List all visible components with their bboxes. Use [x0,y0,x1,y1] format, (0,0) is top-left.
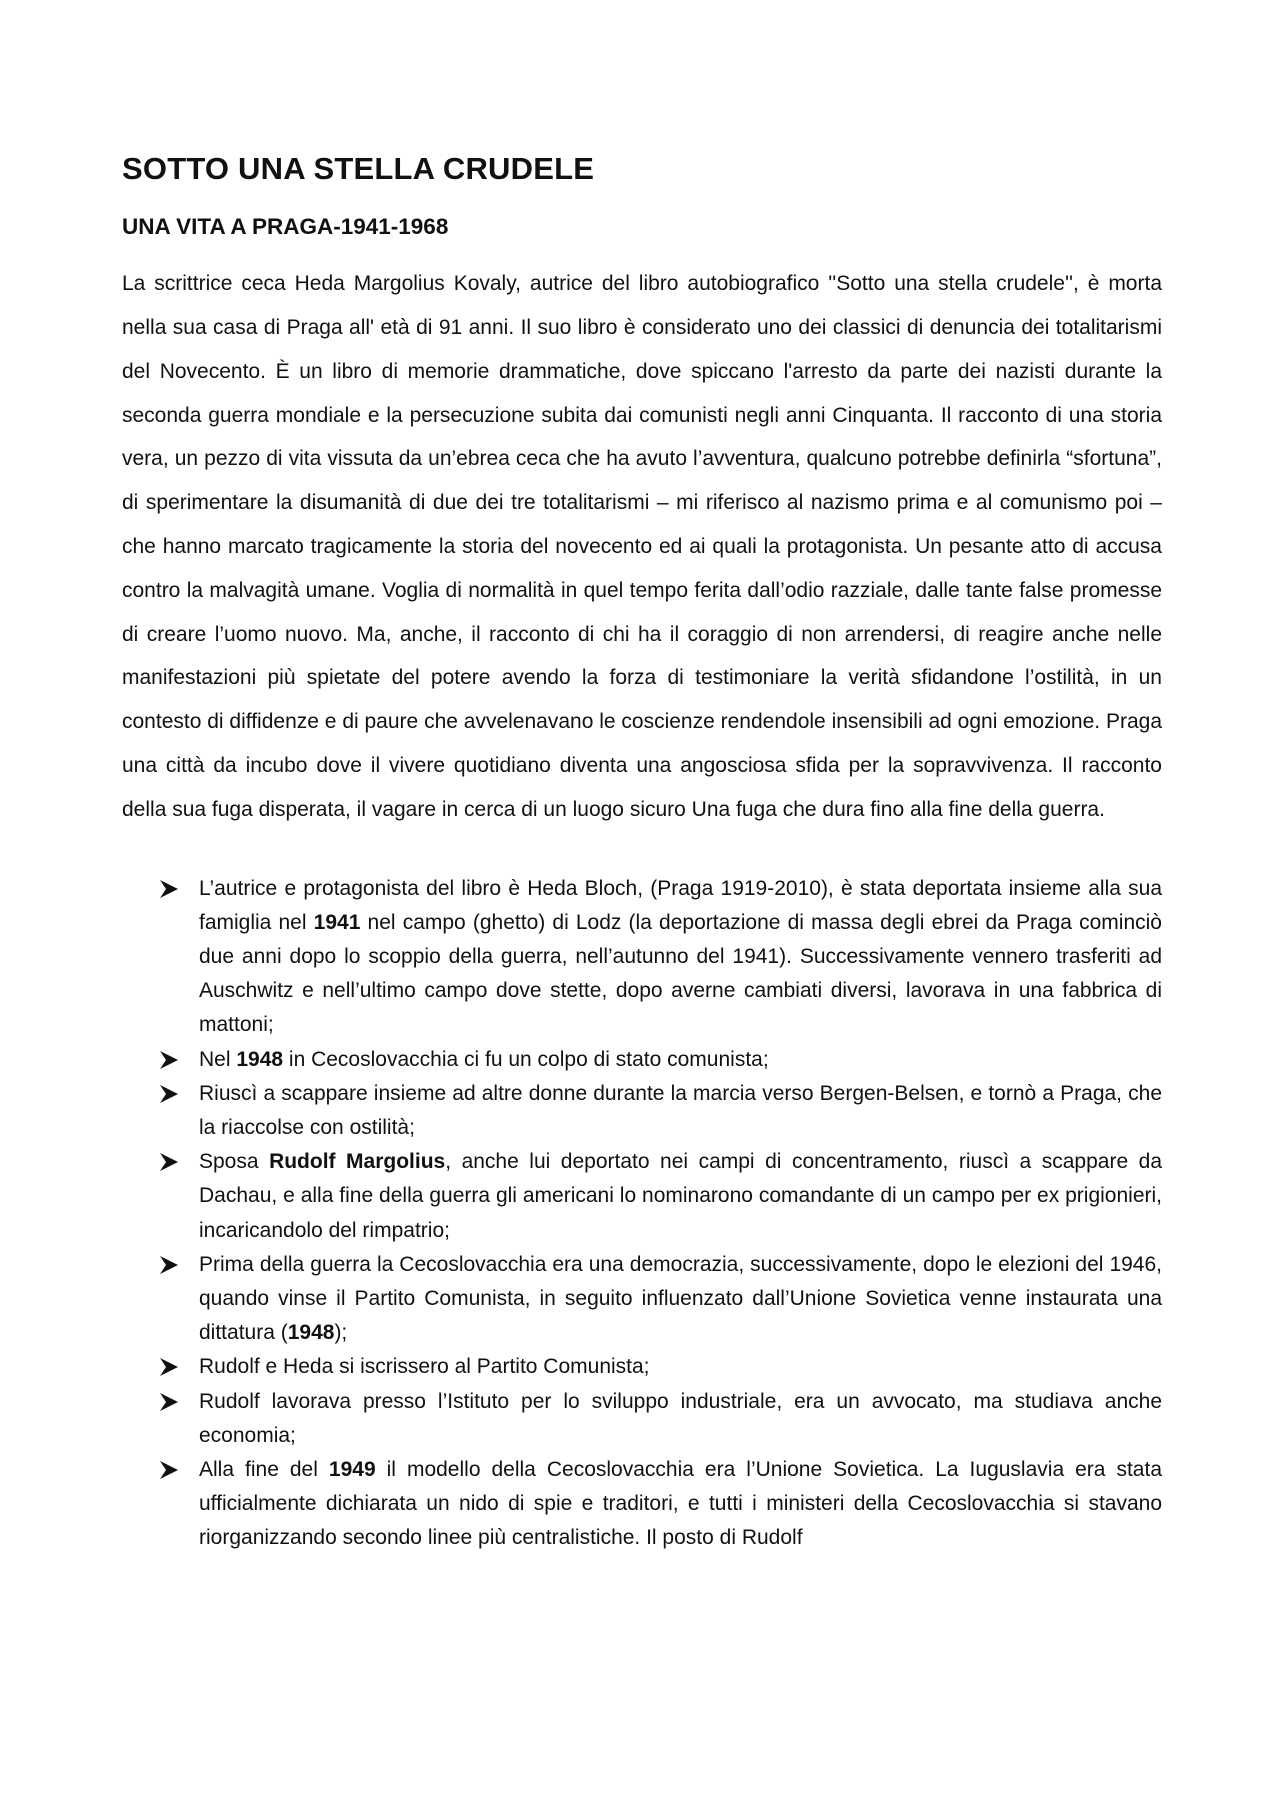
bullet-bold-text: 1948 [236,1047,284,1071]
bullet-text: Sposa Rudolf Margolius, anche lui deportato nei campi di concentramento, riuscì a scappare da Dachau, e alla fine della guerra gli americani lo nominarono comandante di un campo per ex prigionieri, incaricandolo del rimpatrio; [199,1150,1162,1242]
bullet-item [122,1043,1162,1077]
document-title: SOTTO UNA STELLA CRUDELE [122,151,595,186]
document-page [122,150,1162,1556]
bullet-item [122,872,1162,1043]
arrow-bullet-icon [158,1453,184,1487]
bullet-text: L’autrice e protagonista del libro è Heda Bloch, (Praga 1919-2010), è stata deportata insieme alla sua famiglia nel 1941 nel campo (ghetto) di Lodz (la deportazione di massa degli ebrei da Praga cominciò due anni dopo lo scoppio della guerra, nell’autunno del 1941). Successivamente vennero trasferiti ad Auschwitz e nell’ultimo campo dove stette, dopo averne cambiati diversi, lavorava in una fabbrica di mattoni; [199,876,1162,1037]
arrow-bullet-icon [158,1385,184,1419]
bullet-item [122,1453,1162,1556]
arrow-bullet-icon [158,1043,184,1077]
bullet-bold-text: Rudolf Margolius [269,1150,446,1174]
arrow-bullet-icon [158,1248,184,1282]
bullet-item [122,1077,1162,1145]
bullet-text: Prima della guerra la Cecoslovacchia era una democrazia, successivamente, dopo le elezioni del 1946, quando vinse il Partito Comunista, in seguito influenzato dall’Unione Sovietica venne instaurata una dittatura (1948); [199,1252,1162,1345]
arrow-bullet-icon [158,1350,184,1384]
bullet-text: Riuscì a scappare insieme ad altre donne durante la marcia verso Bergen-Belsen, e tornò a Praga, che la riaccolse con ostilità; [199,1081,1162,1139]
document-subtitle: UNA VITA A PRAGA-1941-1968 [122,214,449,240]
intro-paragraph: La scrittrice ceca Heda Margolius Kovaly, autrice del libro autobiografico ''Sotto una stella crudele'', è morta nella sua casa di Praga all' età di 91 anni. Il suo libro è considerato uno dei classici di denuncia dei totalitarismi del Novecento. È un libro di memorie drammatiche, dove spiccano l'arresto da parte dei nazisti durante la seconda guerra mondiale e la persecuzione subita dai comunisti negli anni Cinquanta. Il racconto di una storia vera, un pezzo di vita vissuta da un’ebrea ceca che ha avuto l’avventura, qualcuno potrebbe definirla “sfortuna”, di sperimentare la disumanità di due dei tre totalitarismi – mi riferisco al nazismo prima e al comunismo poi – che hanno marcato tragicamente la storia del novecento ed ai quali la protagonista. Un pesante atto di accusa contro la malvagità umane. Voglia di normalità in quel tempo ferita dall’odio razziale, dalle tante false promesse di creare l’uomo nuovo. Ma, anche, il racconto di chi ha il coraggio di non arrendersi, di reagire anche nelle manifestazioni più spietate del potere avendo la forza di testimoniare la verità sfidandone l’ostilità, in un contesto di diffidenze e di paure che avvelenavano le coscienze rendendole insensibili ad ogni emozione. Praga una città da incubo dove il vivere quotidiano diventa una angosciosa sfida per la sopravvivenza. Il racconto della sua fuga disperata, il vagare in cerca di un luogo sicuro Una fuga che dura fino alla fine della guerra. [122,272,1162,821]
bullet-bold-text: 1949 [328,1458,376,1481]
bullet-text: Nel 1948 in Cecoslovacchia ci fu un colpo di stato comunista; [199,1047,769,1071]
arrow-bullet-icon [158,872,184,906]
bullet-item [122,1350,1162,1384]
arrow-bullet-icon [158,1145,184,1179]
bullet-item [122,1145,1162,1248]
bullet-list [122,872,1162,1556]
bullet-item [122,1385,1162,1453]
bullet-bold-text: 1941 [313,910,361,934]
arrow-bullet-icon [158,1077,184,1111]
bullet-bold-text: 1948 [287,1321,335,1345]
bullet-text: Rudolf lavorava presso l’Istituto per lo sviluppo industriale, era un avvocato, ma studiava anche economia; [199,1389,1162,1447]
bullet-text: Rudolf e Heda si iscrissero al Partito Comunista; [199,1355,650,1379]
bullet-item [122,1248,1162,1351]
bullet-text: Alla fine del 1949 il modello della Cecoslovacchia era l’Unione Sovietica. La Iuguslavia era stata ufficialmente dichiarata un nido di spie e traditori, e tutti i ministeri della Cecoslovacchia si stavano riorganizzando secondo linee più centralistiche. Il posto di Rudolf [199,1458,1162,1550]
